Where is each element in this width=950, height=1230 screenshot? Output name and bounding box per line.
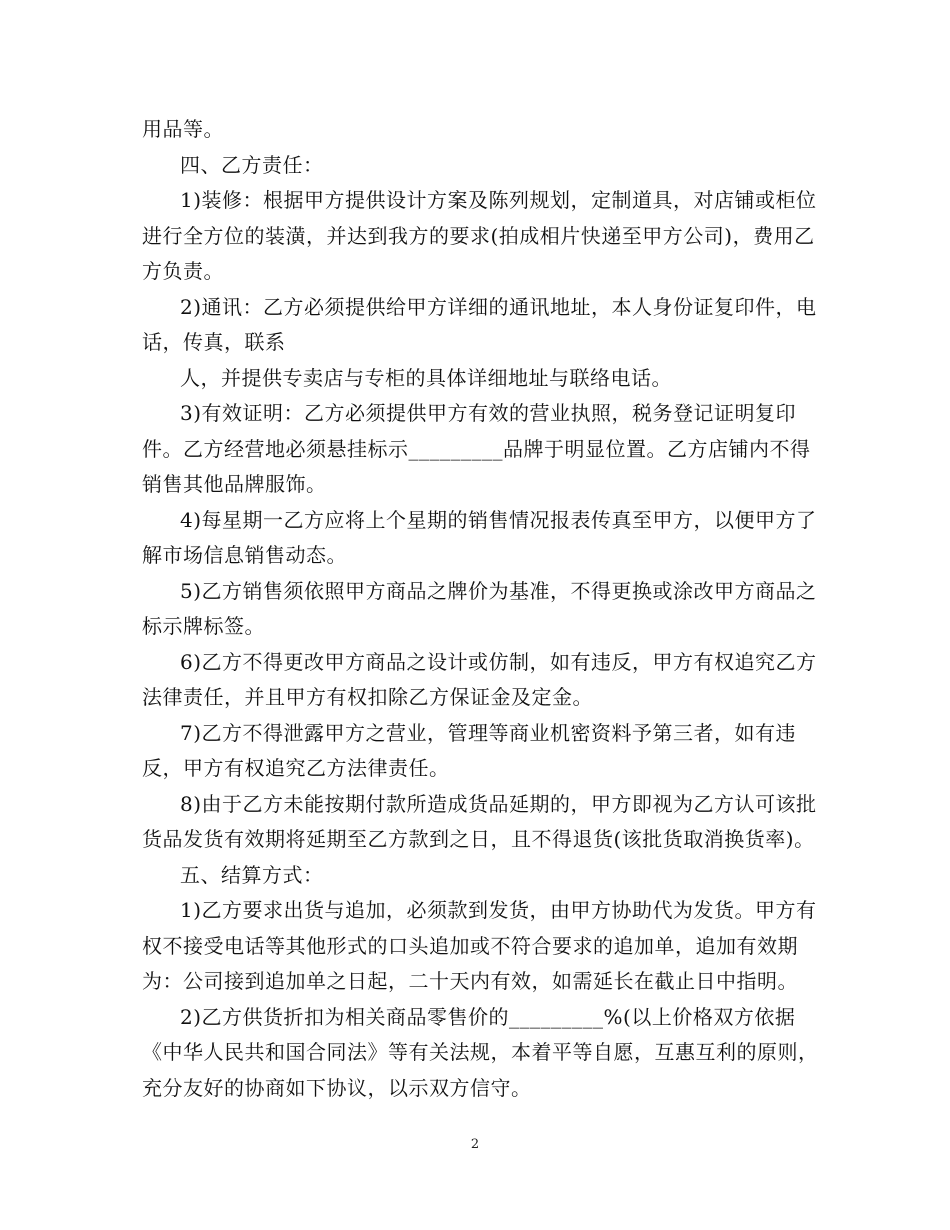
clause-confidentiality: 7)乙方不得泄露甲方之营业，管理等商业机密资料予第三者，如有违反，甲方有权追究乙方法律责任。	[142, 720, 797, 780]
clause-weekly-report: 4)每星期一乙方应将上个星期的销售情况报表传真至甲方，以便甲方了解市场信息销售动态。	[142, 507, 817, 567]
clause-communication: 2)通讯：乙方必须提供给甲方详细的通讯地址，本人身份证复印件，电话，传真，联系	[142, 294, 817, 354]
section-heading-settlement: 五、结算方式：	[180, 862, 324, 887]
paragraph: 用品等。	[142, 117, 224, 141]
clause-valid-certificates: 3)有效证明：乙方必须提供甲方有效的营业执照，税务登记证明复印件。乙方经营地必须悬挂标示_________品牌于明显位置。乙方店铺内不得销售其他品牌服饰。	[142, 401, 811, 496]
paragraph-continuation: 人，并提供专卖店与专柜的具体详细地址与联络电话。	[180, 365, 672, 390]
page-number: 2	[470, 1137, 480, 1152]
clause-late-payment: 8)由于乙方未能按期付款所造成货品延期的，甲方即视为乙方认可该批货品发货有效期将延期至乙方款到之日，且不得退货(该批货取消换货率)。	[142, 791, 817, 851]
clause-pricing: 5)乙方销售须依照甲方商品之牌价为基准，不得更换或涂改甲方商品之标示牌标签。	[142, 578, 817, 638]
document-body	[142, 112, 822, 1106]
clause-shipping-orders: 1)乙方要求出货与追加，必须款到发货，由甲方协助代为发货。甲方有权不接受电话等其他形式的口头追加或不符合要求的追加单，追加有效期为：公司接到追加单之日起，二十天内有效，如需延长在截止日中指明。	[142, 898, 817, 993]
clause-decoration: 1)装修：根据甲方提供设计方案及陈列规划，定制道具，对店铺或柜位进行全方位的装潢，并达到我方的要求(拍成相片快递至甲方公司)，费用乙方负责。	[142, 188, 817, 283]
clause-discount: 2)乙方供货折扣为相关商品零售价的_________%(以上价格双方依据《中华人民共和国合同法》等有关法规，本着平等自愿，互惠互利的原则，充分友好的协商如下协议，以示双方信守。	[142, 1004, 819, 1100]
section-heading-party-b-responsibilities: 四、乙方责任：	[180, 152, 324, 177]
clause-design-protection: 6)乙方不得更改甲方商品之设计或仿制，如有违反，甲方有权追究乙方法律责任，并且甲方有权扣除乙方保证金及定金。	[142, 649, 817, 709]
